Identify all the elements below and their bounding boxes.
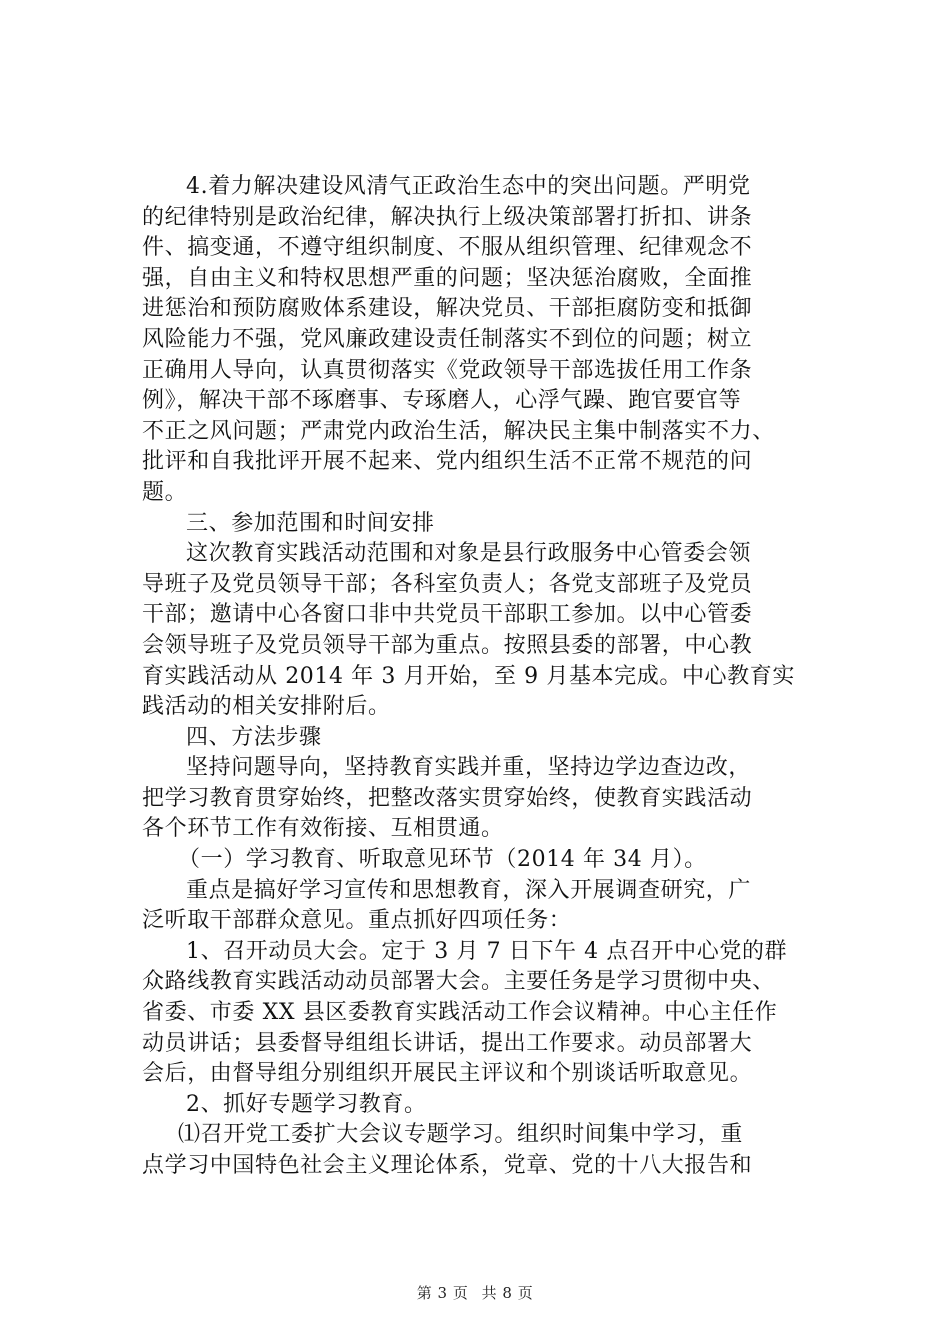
text-line: 导班子及党员领导干部；各科室负责人；各党支部班子及党员 [142,571,753,597]
text-line: 会领导班子及党员领导干部为重点。按照县委的部署，中心教 [142,632,753,658]
text-line: 各个环节工作有效衔接、互相贯通。 [142,816,504,842]
text-line: 这次教育实践活动范围和对象是县行政服务中心管委会领 [186,541,752,567]
text-line: 批评和自我批评开展不起来、党内组织生活不正常不规范的问 [142,449,753,475]
page-number: 第 3 页 [416,1284,469,1302]
page-footer [0,1282,950,1303]
text-line: 三、参加范围和时间安排 [186,510,435,536]
text-line: 风险能力不强，党风廉政建设责任制落实不到位的问题；树立 [142,326,753,352]
text-line: 育实践活动从 2014 年 3 月开始，至 9 月基本完成。中心教育实 [142,663,795,689]
text-line: 泛听取干部群众意见。重点抓好四项任务： [142,908,572,934]
text-line: 的纪律特别是政治纪律，解决执行上级决策部署打折扣、讲条 [142,204,753,230]
text-line: （一）学习教育、听取意见环节（2014 年 34 月）。 [178,847,707,873]
text-line: 干部；邀请中心各窗口非中共党员干部职工参加。以中心管委 [142,602,753,628]
text-line: 题。 [142,479,188,505]
text-line: 会后，由督导组分别组织开展民主评议和个别谈话听取意见。 [142,1061,753,1087]
text-line: 动员讲话；县委督导组组长讲话，提出工作要求。动员部署大 [142,1030,753,1056]
text-line: 强，自由主义和特权思想严重的问题；坚决惩治腐败，全面推 [142,265,753,291]
text-line: 不正之风问题；严肃党内政治生活，解决民主集中制落实不力、 [142,418,775,444]
text-line: 进惩治和预防腐败体系建设，解决党员、干部拒腐防变和抵御 [142,296,753,322]
text-line: 1、召开动员大会。定于 3 月 7 日下午 4 点召开中心党的群 [186,938,788,964]
text-line: 省委、市委 XX 县区委教育实践活动工作会议精神。中心主任作 [142,1000,778,1026]
text-line: 例》，解决干部不琢磨事、专琢磨人，心浮气躁、跑官要官等 [142,388,742,414]
text-line: 四、方法步骤 [186,724,322,750]
text-line: 正确用人导向，认真贯彻落实《党政领导干部选拔任用工作条 [142,357,753,383]
text-line: 众路线教育实践活动动员部署大会。主要任务是学习贯彻中央、 [142,969,775,995]
text-line: 坚持问题导向，坚持教育实践并重，坚持边学边查边改， [186,755,752,781]
page-total: 共 8 页 [481,1284,534,1302]
text-line: 重点是搞好学习宣传和思想教育，深入开展调查研究，广 [186,877,752,903]
text-line: 件、搞变通，不遵守组织制度、不服从组织管理、纪律观念不 [142,235,753,261]
document-body [142,172,832,1182]
text-line: 4.着力解决建设风清气正政治生态中的突出问题。严明党 [186,174,751,199]
text-line: ⑴召开党工委扩大会议专题学习。组织时间集中学习，重 [178,1122,744,1148]
text-line: 2、抓好专题学习教育。 [186,1091,427,1117]
text-line: 点学习中国特色社会主义理论体系，党章、党的十八大报告和 [142,1153,753,1178]
text-line: 把学习教育贯穿始终，把整改落实贯穿始终，使教育实践活动 [142,785,753,811]
text-line: 践活动的相关安排附后。 [142,694,391,720]
